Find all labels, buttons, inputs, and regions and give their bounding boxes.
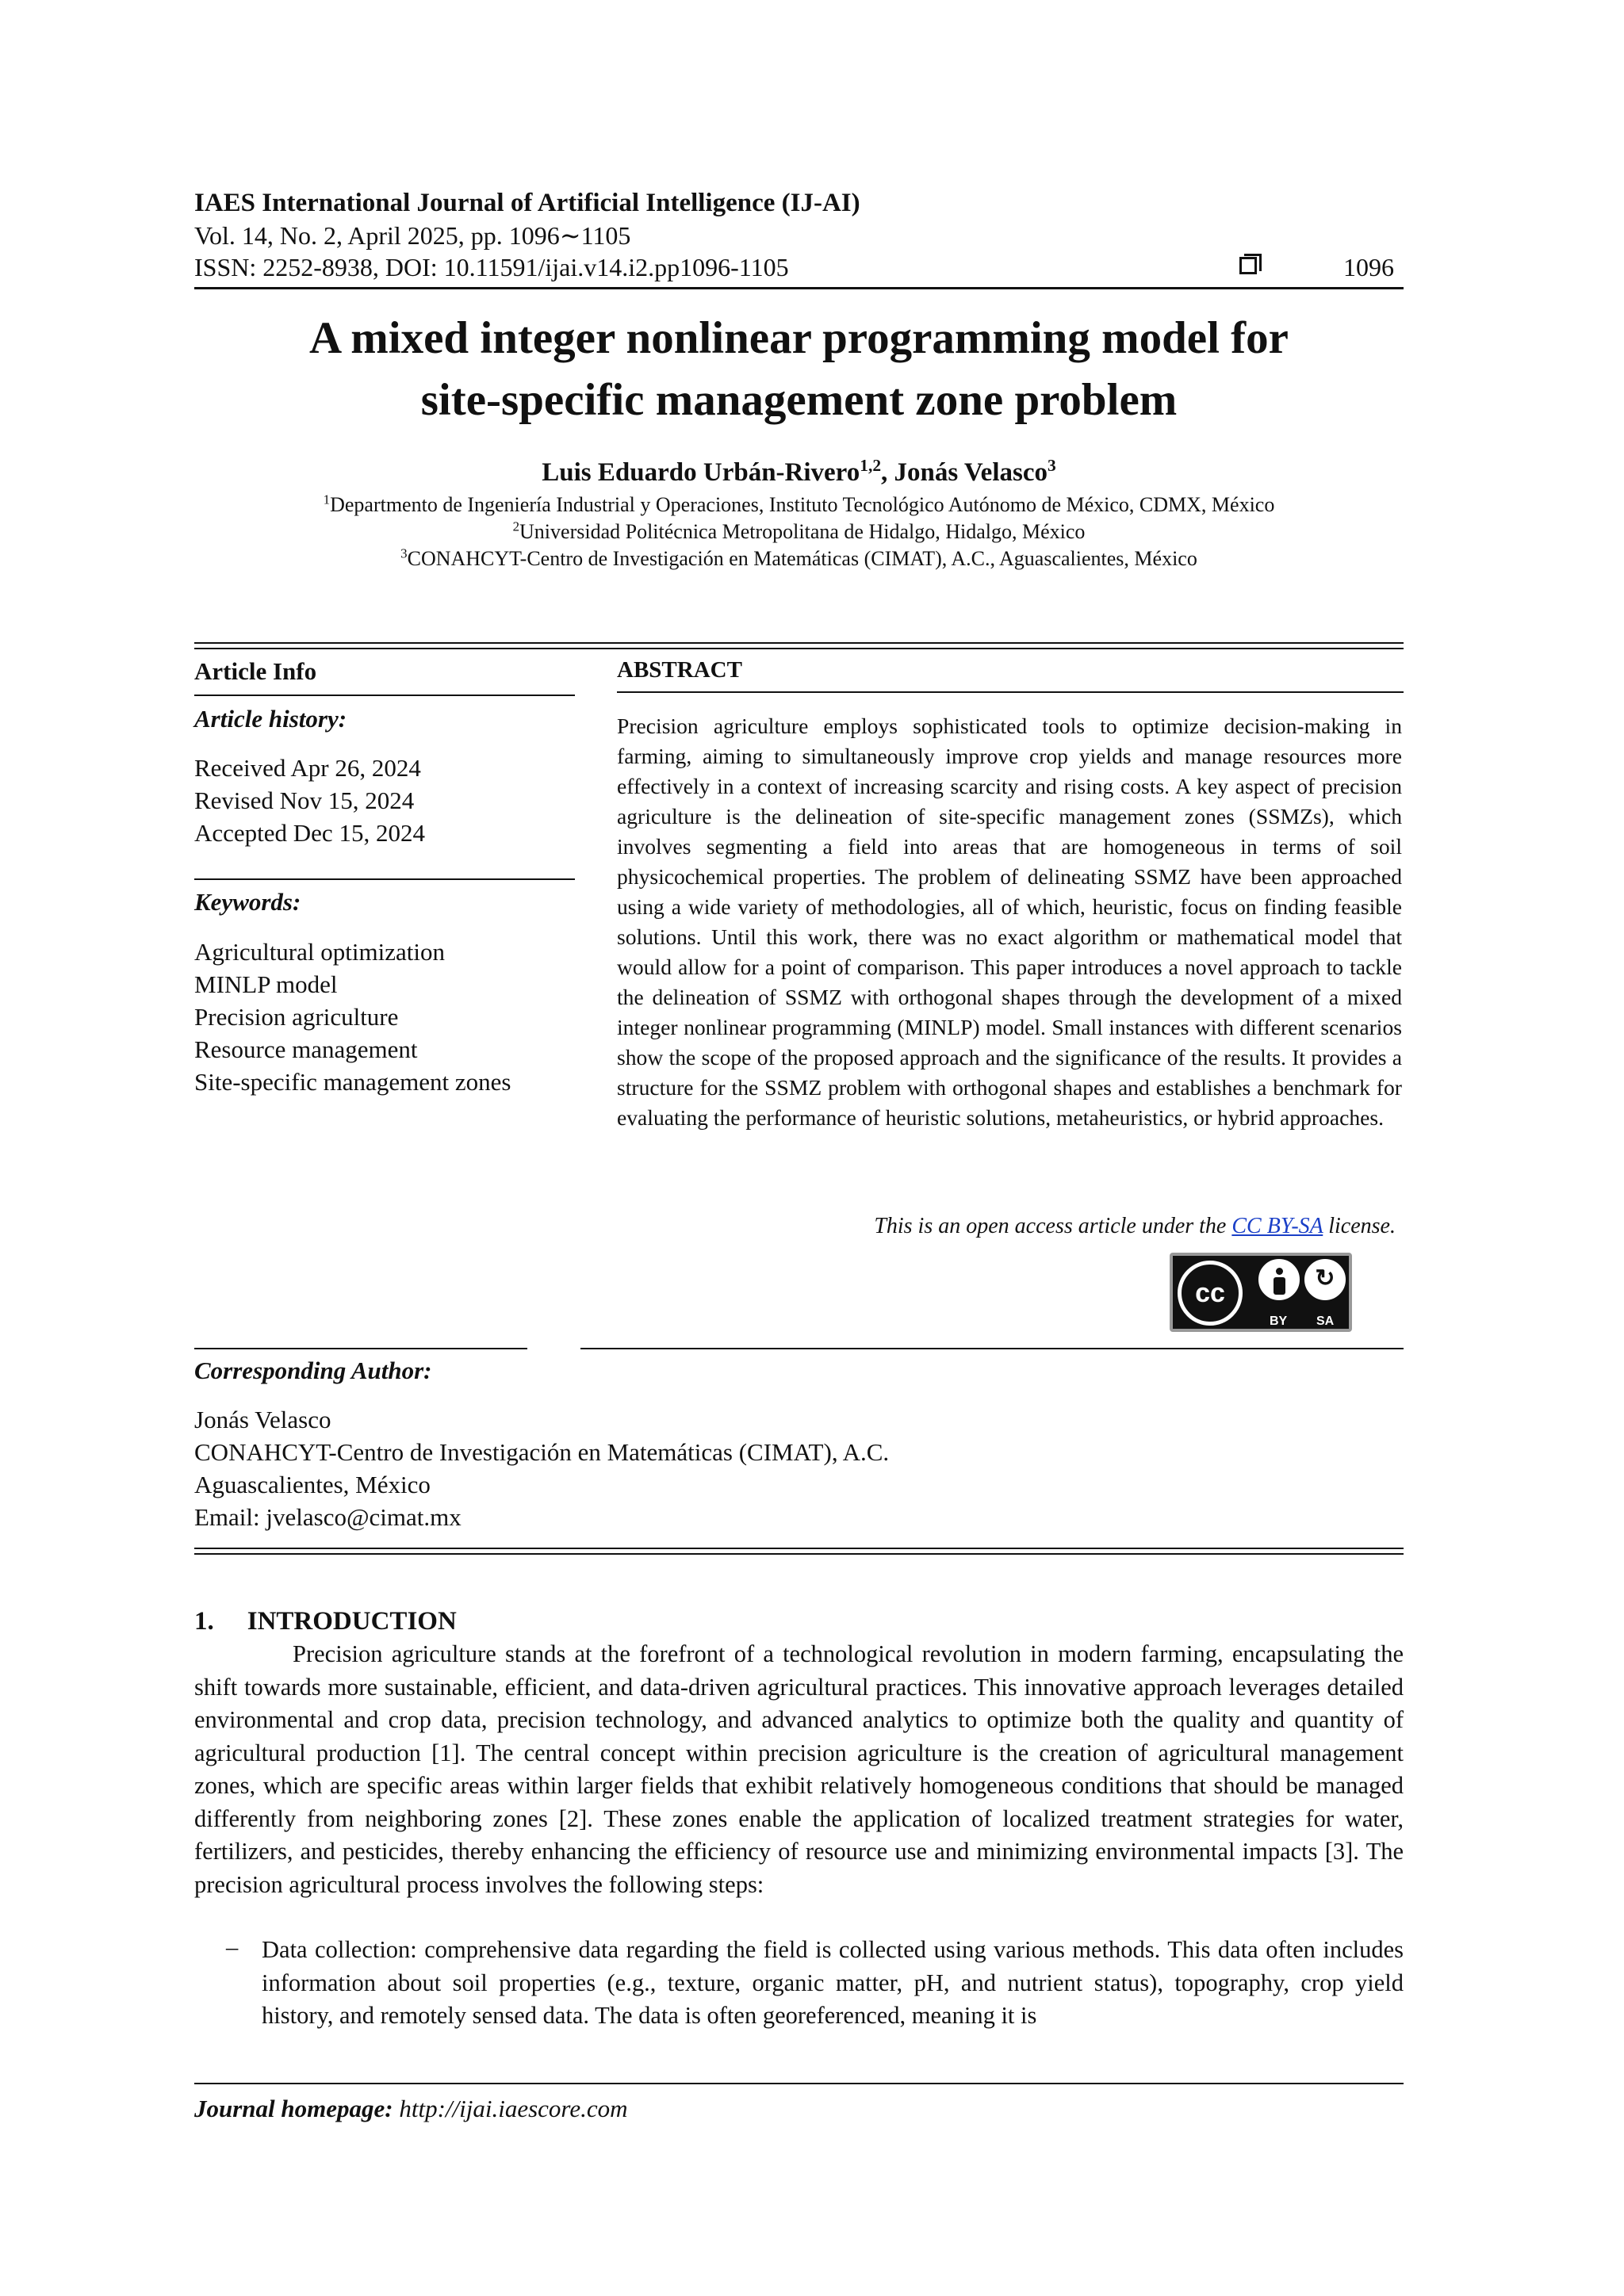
affiliation-text: Departmento de Ingeniería Industrial y Operaciones, Instituto Tecnológico Autónomo de México, CDMX, México [330, 493, 1275, 516]
title-line-2: site-specific management zone problem [420, 375, 1178, 425]
corresponding-rule-left [194, 1348, 527, 1349]
info-top-rule-1 [194, 642, 1404, 644]
affiliation-3 [194, 547, 1404, 571]
author-list [194, 458, 1404, 488]
person-icon [1258, 1259, 1300, 1300]
affiliation-text: Universidad Politécnica Metropolitana de Hidalgo, Hidalgo, México [519, 520, 1086, 543]
corresponding-location: Aguascalientes, México [194, 1471, 431, 1498]
keywords-list [194, 936, 511, 1098]
title-line-1: A mixed integer nonlinear programming model for [309, 313, 1289, 363]
author-1: Luis Eduardo Urbán-Rivero [542, 458, 860, 487]
cc-by-sa-badge[interactable] [1170, 1253, 1352, 1332]
info-bottom-rule-2 [194, 1553, 1404, 1555]
history-accepted: Accepted Dec 15, 2024 [194, 819, 425, 847]
license-link[interactable]: CC BY-SA [1231, 1214, 1323, 1238]
keyword-item: Resource management [194, 1035, 418, 1063]
article-info-heading: Article Info [194, 657, 317, 685]
affiliation-2 [194, 520, 1404, 544]
corresponding-institution: CONAHCYT-Centro de Investigación en Matemáticas (CIMAT), A.C. [194, 1438, 890, 1466]
bullet-data-collection: Data collection: comprehensive data regarding the field is collected using various methods. This data often includes information about soil properties (e.g., texture, organic matter, pH, and nutrient status), topography, crop yield history, and remotely sensed data. The data is often georeferenced, meaning it is [262, 1936, 1404, 2029]
keyword-item: Precision agriculture [194, 1003, 399, 1031]
history-received: Received Apr 26, 2024 [194, 754, 421, 782]
affiliation-sup: 2 [512, 519, 520, 534]
article-history [194, 752, 425, 849]
keyword-item: MINLP model [194, 970, 338, 998]
journal-volume: Vol. 14, No. 2, April 2025, pp. 1096∼1105 [194, 221, 631, 250]
badge-by-label: BY [1270, 1314, 1288, 1328]
paper-title [194, 308, 1404, 431]
abstract-rule [617, 691, 1404, 693]
affiliation-sup: 3 [400, 545, 408, 561]
abstract-heading: ABSTRACT [617, 657, 742, 683]
bullet-dash: – [226, 1934, 239, 1961]
journal-issn: ISSN: 2252-8938, DOI: 10.11591/ijai.v14.i2.pp1096-1105 [194, 253, 789, 281]
oa-suffix: license. [1323, 1214, 1396, 1238]
info-top-rule-2 [194, 648, 1404, 649]
author-2: Jonás Velasco [894, 458, 1048, 487]
author-2-sup: 3 [1048, 456, 1056, 475]
keywords-rule [194, 878, 575, 880]
author-separator: , [881, 458, 894, 487]
footer-rule [194, 2083, 1404, 2084]
keywords-heading: Keywords: [194, 888, 301, 916]
article-history-heading: Article history: [194, 705, 347, 733]
footer-label: Journal homepage: [194, 2095, 393, 2122]
corresponding-details [194, 1403, 889, 1533]
open-access-note [874, 1214, 1396, 1239]
affiliation-sup: 1 [323, 492, 331, 507]
badge-sa-label: SA [1316, 1314, 1335, 1328]
author-1-sup: 1,2 [860, 456, 882, 475]
affiliation-text: CONAHCYT-Centro de Investigación en Matemáticas (CIMAT), A.C., Aguascalientes, México [407, 547, 1197, 570]
corresponding-name: Jonás Velasco [194, 1406, 331, 1433]
cc-icon: cc [1178, 1261, 1243, 1326]
section-number: 1. [194, 1607, 214, 1636]
page-number: 1096 [1343, 253, 1394, 281]
journal-homepage [194, 2095, 628, 2123]
introduction-paragraph: Precision agriculture stands at the forefront of a technological revolution in modern farming, encapsulating the shift towards more sustainable, efficient, and data-driven agricultural practices. This innovative approach leverages detailed environmental and crop data, precision technology, and advanced analytics to optimize both the quality and quantity of agricultural production [1]. The central concept within precision agriculture is the creation of agricultural management zones, which are specific areas within larger fields that exhibit relatively homogeneous conditions that should be managed differently from neighboring zones [2]. These zones enable the application of localized treatment strategies for water, fertilizers, and pesticides, thereby enhancing the efficiency of resource use and minimizing environmental impacts [3]. The precision agricultural process involves the following steps: [194, 1640, 1404, 1898]
corresponding-email: Email: jvelasco@cimat.mx [194, 1503, 462, 1531]
article-info-rule [194, 695, 575, 696]
section-title: INTRODUCTION [247, 1607, 457, 1636]
paper-page [194, 0, 1404, 2296]
keyword-item: Agricultural optimization [194, 938, 445, 966]
affiliation-1 [194, 493, 1404, 517]
abstract-text: Precision agriculture employs sophisticated tools to optimize decision-making in farming, aiming to simultaneously improve crop yields and manage resources more effectively in a context of increasing scarcity and rising costs. A key aspect of precision agriculture is the delineation of site-specific management zones (SSMZs), which involves segmenting a field into areas that are homogeneous in terms of soil physicochemical properties. The problem of delineating SSMZ have been approached using a wide variety of methodologies, all of which, heuristic, focus on finding feasible solutions. Until this work, there was no exact algorithm or mathematical model that would allow for a point of comparison. This paper introduces a novel approach to tackle the delineation of SSMZ with orthogonal shapes through the development of a mixed integer nonlinear programming (MINLP) model. Small instances with different scenarios show the scope of the proposed approach and the significance of the results. It provides a structure for the SSMZ problem with orthogonal shapes and establishes a benchmark for evaluating the performance of heuristic solutions, metaheuristics, or hybrid approaches. [617, 714, 1402, 1130]
keyword-item: Site-specific management zones [194, 1068, 511, 1096]
oa-prefix: This is an open access article under the [874, 1214, 1232, 1238]
section-heading-introduction [194, 1607, 457, 1636]
history-revised: Revised Nov 15, 2024 [194, 786, 415, 814]
square-icon [1239, 257, 1257, 274]
footer-url[interactable]: http://ijai.iaescore.com [399, 2095, 628, 2122]
journal-name: IAES International Journal of Artificial Intelligence (IJ-AI) [194, 189, 860, 217]
share-alike-icon: ↻ [1304, 1259, 1346, 1300]
info-bottom-rule-1 [194, 1548, 1404, 1549]
corresponding-heading: Corresponding Author: [194, 1357, 432, 1384]
corresponding-rule-right [580, 1348, 1404, 1349]
header-rule [194, 287, 1404, 289]
